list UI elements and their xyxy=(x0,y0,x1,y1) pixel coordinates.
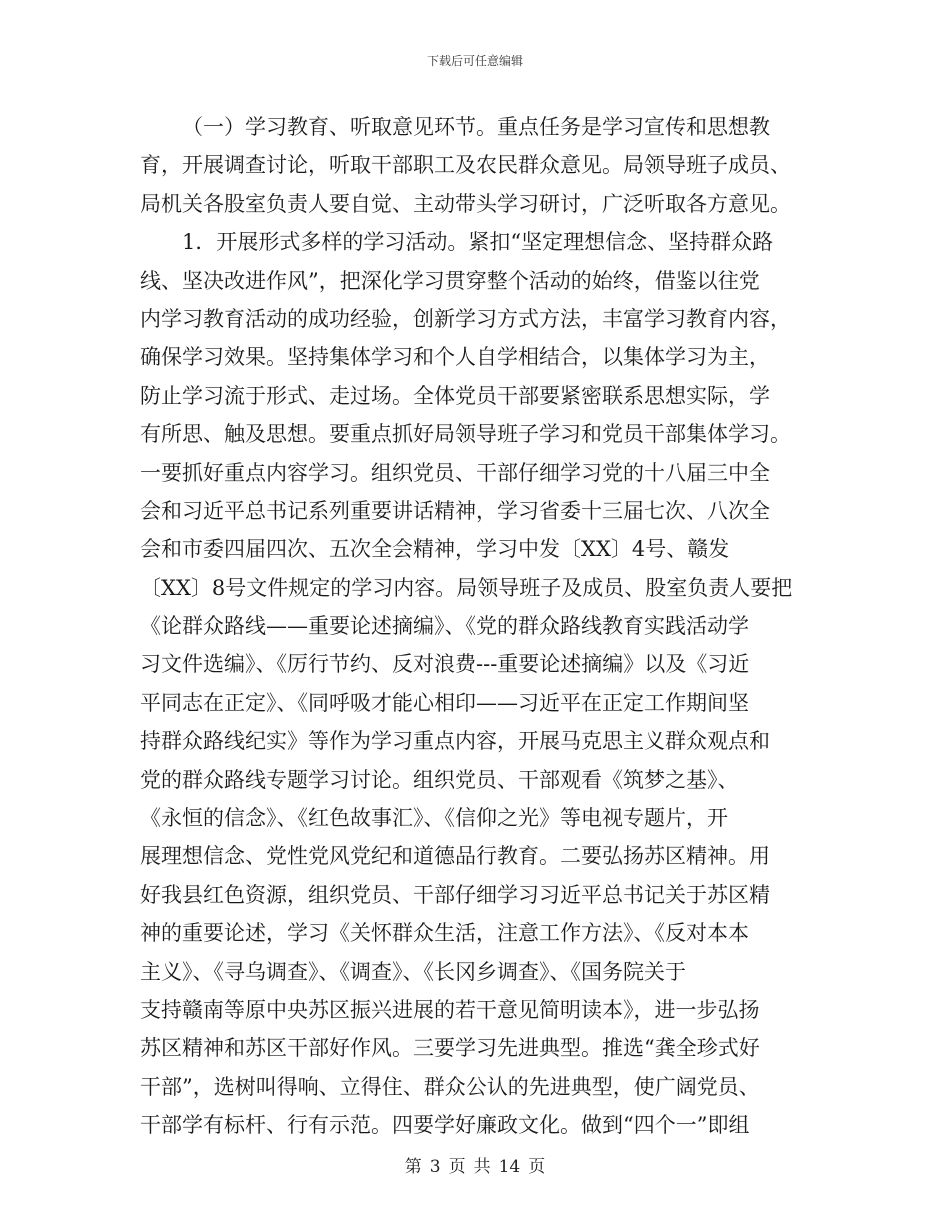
total-pages: 14 xyxy=(498,1157,521,1177)
page-number: 3 xyxy=(429,1157,441,1177)
text-line: 有所思、触及思想。要重点抓好局领导班子学习和党员干部集体学习。 xyxy=(140,422,791,447)
text-line: 育，开展调查讨论，听取干部职工及农民群众意见。局领导班子成员、 xyxy=(140,153,791,178)
text-line: 会和市委四届四次、五次全会精神，学习中发〔XX〕4号、赣发 xyxy=(140,537,730,562)
text-line: 〔XX〕8号文件规定的学习内容。局领导班子及成员、股室负责人要把 xyxy=(140,575,793,600)
text-line: 一要抓好重点内容学习。组织党员、干部仔细学习党的十八届三中全 xyxy=(140,460,770,485)
text-line: 1．开展形式多样的学习活动。紧扣“坚定理想信念、坚持群众路 xyxy=(182,230,774,255)
text-line: 展理想信念、党性党风党纪和道德品行教育。二要弘扬苏区精神。用 xyxy=(140,844,770,869)
page-label-prefix: 第 xyxy=(404,1157,422,1177)
total-label: 共 xyxy=(473,1157,491,1177)
text-line: 干部”，选树叫得响、立得住、群众公认的先进典型，使广阔党员、 xyxy=(140,1074,760,1099)
text-line: 好我县红色资源，组织党员、干部仔细学习习近平总书记关于苏区精 xyxy=(140,882,770,907)
text-line: （一）学习教育、听取意见环节。重点任务是学习宣传和思想教 xyxy=(182,115,770,139)
text-line: 确保学习效果。坚持集体学习和个人自学相结合，以集体学习为主， xyxy=(140,345,770,370)
text-line: 干部学有标杆、行有示范。四要学好廉政文化。做到“四个一”即组 xyxy=(140,1113,750,1138)
page-label-suffix: 页 xyxy=(528,1157,546,1177)
text-line: 神的重要论述，学习《关怀群众生活，注意工作方法》、《反对本本 xyxy=(140,921,749,946)
page-footer xyxy=(0,1152,950,1177)
text-line: 局机关各股室负责人要自觉、主动带头学习研讨，广泛听取各方意见。 xyxy=(140,191,791,216)
text-line: 平同志在正定》、《同呼吸才能心相印——习近平在正定工作期间坚 xyxy=(140,690,749,715)
page-label-mid: 页 xyxy=(448,1157,466,1177)
text-line: 党的群众路线专题学习讨论。组织党员、干部观看《筑梦之基》、 xyxy=(140,767,739,792)
text-line: 会和习近平总书记系列重要讲话精神，学习省委十三届七次、八次全 xyxy=(140,498,770,523)
text-line: 持群众路线纪实》等作为学习重点内容，开展马克思主义群众观点和 xyxy=(140,729,770,754)
text-line: 主义》、《寻乌调查》、《调查》、《长冈乡调查》、《国务院关于 xyxy=(140,959,686,984)
page-header: 下载后可任意编辑 xyxy=(426,54,523,68)
text-line: 习文件选编》、《厉行节约、反对浪费---重要论述摘编》以及《习近 xyxy=(140,652,750,677)
text-line: 《永恒的信念》、《红色故事汇》、《信仰之光》等电视专题片，开 xyxy=(140,806,728,831)
text-line: 防止学习流于形式、走过场。全体党员干部要紧密联系思想实际，学 xyxy=(140,383,770,408)
text-line: 内学习教育活动的成功经验，创新学习方式方法，丰富学习教育内容， xyxy=(140,306,791,331)
text-line: 支持赣南等原中央苏区振兴进展的若干意见简明读本》，进一步弘扬 xyxy=(140,997,760,1022)
text-line: 苏区精神和苏区干部好作风。三要学习先进典型。推选“龚全珍式好 xyxy=(140,1036,760,1061)
document-body xyxy=(140,108,816,1145)
text-line: 《论群众路线——重要论述摘编》、《党的群众路线教育实践活动学 xyxy=(140,614,749,639)
text-line: 线、坚决改进作风”，把深化学习贯穿整个活动的始终，借鉴以往党 xyxy=(140,268,760,293)
